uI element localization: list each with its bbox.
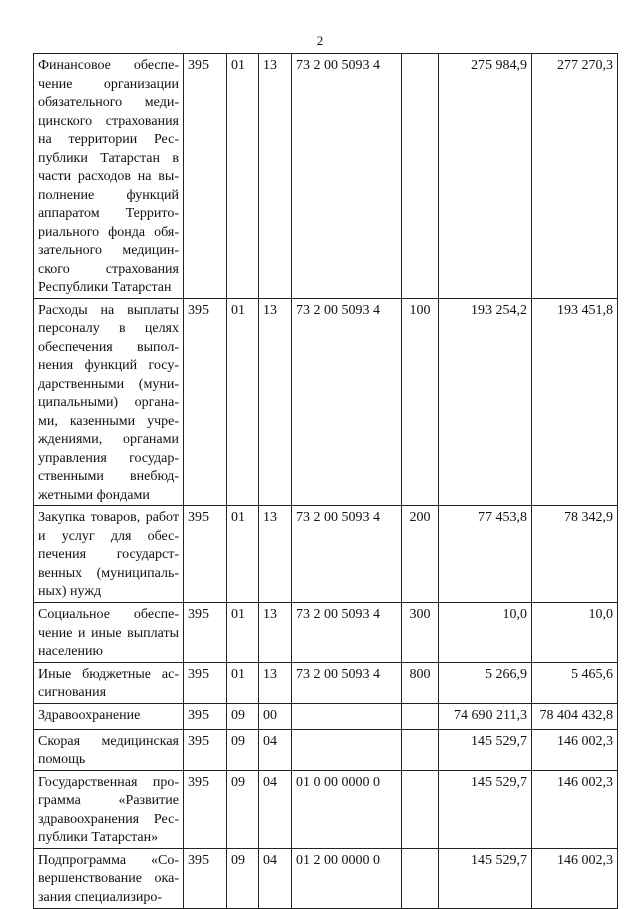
amount-year-2: 146 002,3 (532, 848, 618, 908)
section-code: 09 (227, 703, 259, 729)
ministry-code: 395 (184, 848, 227, 908)
ministry-code: 395 (184, 703, 227, 729)
expense-type-code (402, 729, 439, 770)
row-name: Закупка товаров, работ и услуг для обеспечения государственных (муниципальных) нужд (34, 506, 184, 603)
subsection-code: 13 (259, 506, 292, 603)
amount-year-1: 145 529,7 (439, 770, 532, 848)
target-article-code: 73 2 00 5093 4 (292, 603, 402, 663)
section-code: 01 (227, 506, 259, 603)
table-row (34, 729, 618, 770)
subsection-code: 13 (259, 298, 292, 506)
expense-type-code (402, 848, 439, 908)
expense-type-code (402, 703, 439, 729)
target-article-code: 73 2 00 5093 4 (292, 662, 402, 703)
amount-year-1: 193 254,2 (439, 298, 532, 506)
expense-type-code: 800 (402, 662, 439, 703)
amount-year-1: 145 529,7 (439, 848, 532, 908)
amount-year-1: 10,0 (439, 603, 532, 663)
amount-year-1: 74 690 211,3 (439, 703, 532, 729)
amount-year-2: 78 342,9 (532, 506, 618, 603)
subsection-code: 04 (259, 770, 292, 848)
target-article-code (292, 703, 402, 729)
row-name: Здравоохранение (34, 703, 184, 729)
subsection-code: 04 (259, 729, 292, 770)
target-article-code: 01 0 00 0000 0 (292, 770, 402, 848)
expense-type-code: 200 (402, 506, 439, 603)
amount-year-1: 145 529,7 (439, 729, 532, 770)
table-row (34, 298, 618, 506)
ministry-code: 395 (184, 729, 227, 770)
table-row (34, 848, 618, 908)
ministry-code: 395 (184, 54, 227, 299)
subsection-code: 13 (259, 54, 292, 299)
row-name: Расходы на выплаты персоналу в целях обеспечения выполнения функций государственными (муниципальными) органами, казенными учреждениями, органами управления государственными внебюджетными фондами (34, 298, 184, 506)
ministry-code: 395 (184, 662, 227, 703)
target-article-code: 01 2 00 0000 0 (292, 848, 402, 908)
table-row (34, 662, 618, 703)
amount-year-2: 146 002,3 (532, 770, 618, 848)
ministry-code: 395 (184, 298, 227, 506)
amount-year-2: 146 002,3 (532, 729, 618, 770)
expense-type-code: 100 (402, 298, 439, 506)
row-name: Государственная программа «Развитие здравоохранения Республики Татарстан» (34, 770, 184, 848)
target-article-code: 73 2 00 5093 4 (292, 298, 402, 506)
subsection-code: 04 (259, 848, 292, 908)
row-name: Финансовое обеспечение организации обязательного медицинского страхования на территории Республики Татарстан в части расходов на выполнение функций аппаратом Территориального фонда обязательного медицинского страхования Республики Татарстан (34, 54, 184, 299)
expense-type-code: 300 (402, 603, 439, 663)
target-article-code: 73 2 00 5093 4 (292, 54, 402, 299)
amount-year-2: 5 465,6 (532, 662, 618, 703)
section-code: 01 (227, 298, 259, 506)
expense-type-code (402, 770, 439, 848)
amount-year-2: 277 270,3 (532, 54, 618, 299)
row-name: Иные бюджетные ассигнования (34, 662, 184, 703)
amount-year-1: 5 266,9 (439, 662, 532, 703)
table-row (34, 506, 618, 603)
table-body (34, 54, 618, 909)
ministry-code: 395 (184, 506, 227, 603)
table-row (34, 54, 618, 299)
amount-year-2: 78 404 432,8 (532, 703, 618, 729)
table-row (34, 703, 618, 729)
amount-year-2: 193 451,8 (532, 298, 618, 506)
amount-year-1: 77 453,8 (439, 506, 532, 603)
subsection-code: 00 (259, 703, 292, 729)
subsection-code: 13 (259, 662, 292, 703)
target-article-code: 73 2 00 5093 4 (292, 506, 402, 603)
ministry-code: 395 (184, 603, 227, 663)
amount-year-1: 275 984,9 (439, 54, 532, 299)
section-code: 01 (227, 662, 259, 703)
section-code: 01 (227, 603, 259, 663)
row-name: Подпрограмма «Совершенствование оказания специализиро- (34, 848, 184, 908)
ministry-code: 395 (184, 770, 227, 848)
amount-year-2: 10,0 (532, 603, 618, 663)
row-name: Скорая медицинская помощь (34, 729, 184, 770)
expense-type-code (402, 54, 439, 299)
page-number: 2 (316, 33, 324, 48)
table-row (34, 603, 618, 663)
target-article-code (292, 729, 402, 770)
row-name: Социальное обеспечение и иные выплаты населению (34, 603, 184, 663)
subsection-code: 13 (259, 603, 292, 663)
section-code: 09 (227, 770, 259, 848)
budget-table (33, 53, 618, 909)
section-code: 09 (227, 729, 259, 770)
section-code: 09 (227, 848, 259, 908)
table-row (34, 770, 618, 848)
section-code: 01 (227, 54, 259, 299)
